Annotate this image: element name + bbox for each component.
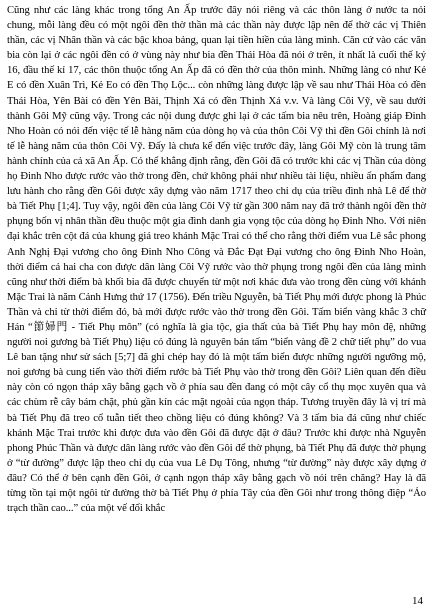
body-paragraph: Cũng như các làng khác trong tổng An Ấp trước đây nói riêng và các thôn làng ở nước ta nói chung, mỗi làng đều có một ngôi đền thờ thần mà các thần này được lập nên để thờ các vị Thiên thần, các vị Nhân thần và các bậc khoa bảng, quan lại tiền hiền của làng mình. Căn cứ vào các văn bia còn lại ở các ngôi đền có ở vùng này như bia đền Thái Hòa đã nói ở trên, ít nhất là cuối thế kỷ 16, đầu thế kỉ 17, các thôn thuộc tổng An Ấp đã có đền thờ của thôn mình. Những làng có như Kẻ E có đền Xuân Trì, Kẻ Eo có đền Thọ Lộc... còn những làng được lập về sau như Thái Hòa có đền Thái Hòa, Yên Bài có đền Yên Bài, Thịnh Xá có đền Thịnh Xá v.v. Và làng Côi Vỹ, về sau dưới thành Gôi Mỹ cũng vậy. Trong các nội dung được ghi lại ở các tấm bia nêu trên, Hoàng giáp Đinh Nho Hoàn có nói đến việc tế lễ hàng năm của dòng họ và của thôn Côi Vỹ thì đền Gôi chính là nơi tế lễ hàng năm của thôn Côi Vỹ. Đấy là chưa kể đến việc trước đây, làng Gôi Mỹ còn là trung tâm hành chính của cả xã An Ấp. Có thể khẳng định rằng, đền Gôi đã có trước khi các vị Thần của dòng họ Đinh Nho được rước vào thờ trong đền, chứ không phải như nhiều tài liệu, nhiều ấn phẩm đang lưu hành cho rằng đền Gôi được xây dựng vào năm 1717 theo chỉ dụ của triều đình nhà Lê để thờ bà Tiết Phụ [1;4]. Tuy vậy, ngôi đền của làng Côi Vỹ từ gần 300 năm nay đã trở thành ngôi đền thờ phụng bốn vị nhân thần đều thuộc một gia đình danh gia vọng tộc của dòng họ Đinh Nho. Với niên đại khắc trên cột đá của khung giá treo khánh Mặc Trai có thể cho rằng thời điểm vua Lê sắc phong Anh Nghị Đại vương cho ông Đinh Nho Công và Đắc Đạt Đại vương cho ông Đinh Nho Hoàn, thời điểm cả hai cha con được dân làng Côi Vỹ rước vào thờ phụng trong ngôi đền của làng mình cũng như thời điểm bà khối bia đã được chuyển từ một nơi khác đưa vào trong đền cùng với khánh Mặc Trai là năm Cảnh Hưng thứ 17 (1756). Đến triều Nguyễn, bà Tiết Phụ mới được phong là Phúc Thần và chỉ từ thời điểm đó, bà mới được rước vào thờ trong đền Gôi. Tấm biển vàng khắc 3 chữ Hán “節婦門 - Tiết Phụ môn” (có nghĩa là gia tộc, gia thất của bà Tiết Phụ hay môn đệ, những người noi gương bà Tiết Phụ) liệu có đúng là nguyên bản tấm “biển vàng đề 2 chữ tiết phụ” do vua Lê ban tặng như sử sách [5;7] đã ghi chép hay đó là một tấm biển được những người ngưỡng mộ, noi gương bà cung tiến vào thời điểm rước bà Tiết Phụ vào thờ trong đền Gôi? Liên quan đến điều này còn có ngọn tháp xây bằng gạch vồ ở phía sau đền đang có một cây cổ thụ mọc xuyên qua và các chùm rễ cây bám chặt, phủ gần kín các mặt ngoài của ngọn tháp. Tương truyền đây là vị trí mà bà Tiết Phụ đã treo cổ tuẫn tiết theo chồng liệu có đúng không? Và 3 tấm bia đá cũng như chiếc khánh Mặc Trai trước khi được đưa vào đền Gôi đã được đặt ở đâu? Trước khi được nhà Nguyễn phong Phúc Thần và được dân làng rước vào đền Gôi để thờ phụng, bà Tiết Phụ đã được thờ phụng ở “từ đường” được lập theo chỉ dụ của vua Lê Dụ Tông, nhưng “từ đường” này được xây dựng ở đâu? Có thể ở bên cạnh đền Gôi, ở cạnh ngọn tháp xây bằng gạch vồ nói trên chăng? Hay là đã từng tồn tại một ngôi từ đường thờ bà Tiết Phụ ở phía Tây của đền Gôi như trong thông điệp “Ảo trạch thần cao...” của một vế đối khắc [7, 5, 426, 515]
page-number: 14 [412, 595, 423, 607]
